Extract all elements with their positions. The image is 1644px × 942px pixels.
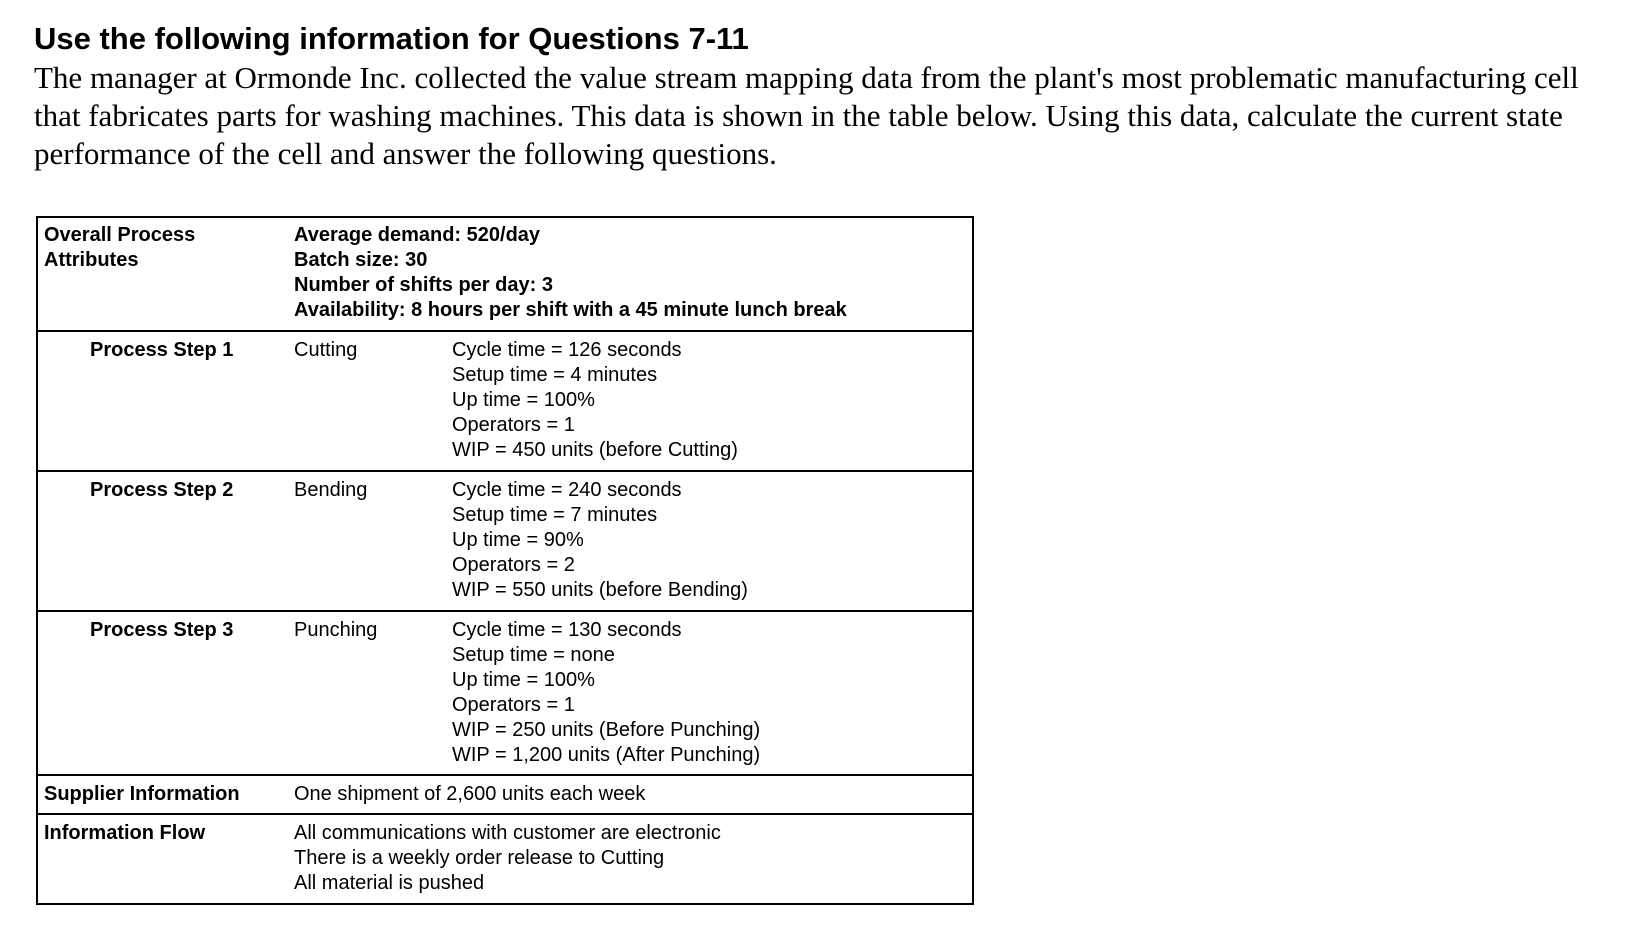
- cycle-time: Cycle time = 240 seconds: [452, 479, 682, 501]
- process-step-3-row: [38, 610, 972, 774]
- wip-before: WIP = 250 units (Before Punching): [452, 719, 761, 741]
- setup-time: Setup time = none: [452, 644, 615, 666]
- process-step-label: Process Step 1: [90, 339, 234, 361]
- overall-attributes-row: [38, 218, 972, 330]
- information-flow-label: Information Flow: [44, 822, 206, 844]
- up-time: Up time = 90%: [452, 529, 584, 551]
- supplier-information-row: [38, 774, 972, 813]
- wip: WIP = 550 units (before Bending): [452, 579, 748, 601]
- value-stream-data-table: [36, 216, 974, 905]
- process-step-2-row: [38, 470, 972, 610]
- process-step-details: [452, 338, 738, 463]
- label-line: Attributes: [44, 249, 139, 271]
- intro-line: performance of the cell and answer the following questions.: [34, 136, 777, 171]
- information-flow-text: [294, 821, 721, 896]
- operators: Operators = 1: [452, 694, 575, 716]
- supplier-information-label: Supplier Information: [44, 783, 240, 805]
- info-flow-line: All material is pushed: [294, 872, 485, 894]
- process-step-details: [452, 478, 748, 603]
- process-step-name: Punching: [294, 619, 378, 641]
- cycle-time: Cycle time = 126 seconds: [452, 339, 682, 361]
- operators: Operators = 1: [452, 414, 575, 436]
- process-step-label: Process Step 3: [90, 619, 234, 641]
- process-step-details: [452, 618, 760, 768]
- intro-line: that fabricates parts for washing machines. This data is shown in the table below. Using this data, calculate the current state: [34, 98, 1563, 133]
- process-step-name: Cutting: [294, 339, 358, 361]
- average-demand: Average demand: 520/day: [294, 224, 541, 246]
- operators: Operators = 2: [452, 554, 575, 576]
- batch-size: Batch size: 30: [294, 249, 428, 271]
- label-line: Overall Process: [44, 224, 196, 246]
- process-step-name: Bending: [294, 479, 368, 501]
- setup-time: Setup time = 7 minutes: [452, 504, 658, 526]
- process-step-label: Process Step 2: [90, 479, 234, 501]
- supplier-information-text: One shipment of 2,600 units each week: [294, 783, 646, 805]
- wip: WIP = 450 units (before Cutting): [452, 439, 738, 461]
- intro-line: The manager at Ormonde Inc. collected the value stream mapping data from the plant's most problematic manufacturing cell: [34, 60, 1579, 95]
- process-step-1-row: [38, 330, 972, 470]
- overall-attributes-values: [294, 223, 847, 323]
- overall-attributes-label: [44, 223, 195, 273]
- shifts-per-day: Number of shifts per day: 3: [294, 274, 553, 296]
- section-heading: Use the following information for Questions 7-11: [34, 21, 749, 56]
- info-flow-line: All communications with customer are electronic: [294, 822, 721, 844]
- availability: Availability: 8 hours per shift with a 45 minute lunch break: [294, 299, 847, 321]
- information-flow-row: [38, 813, 972, 903]
- up-time: Up time = 100%: [452, 389, 595, 411]
- wip-after: WIP = 1,200 units (After Punching): [452, 744, 761, 766]
- intro-paragraph: [34, 59, 1634, 173]
- info-flow-line: There is a weekly order release to Cutting: [294, 847, 665, 869]
- cycle-time: Cycle time = 130 seconds: [452, 619, 682, 641]
- up-time: Up time = 100%: [452, 669, 595, 691]
- setup-time: Setup time = 4 minutes: [452, 364, 658, 386]
